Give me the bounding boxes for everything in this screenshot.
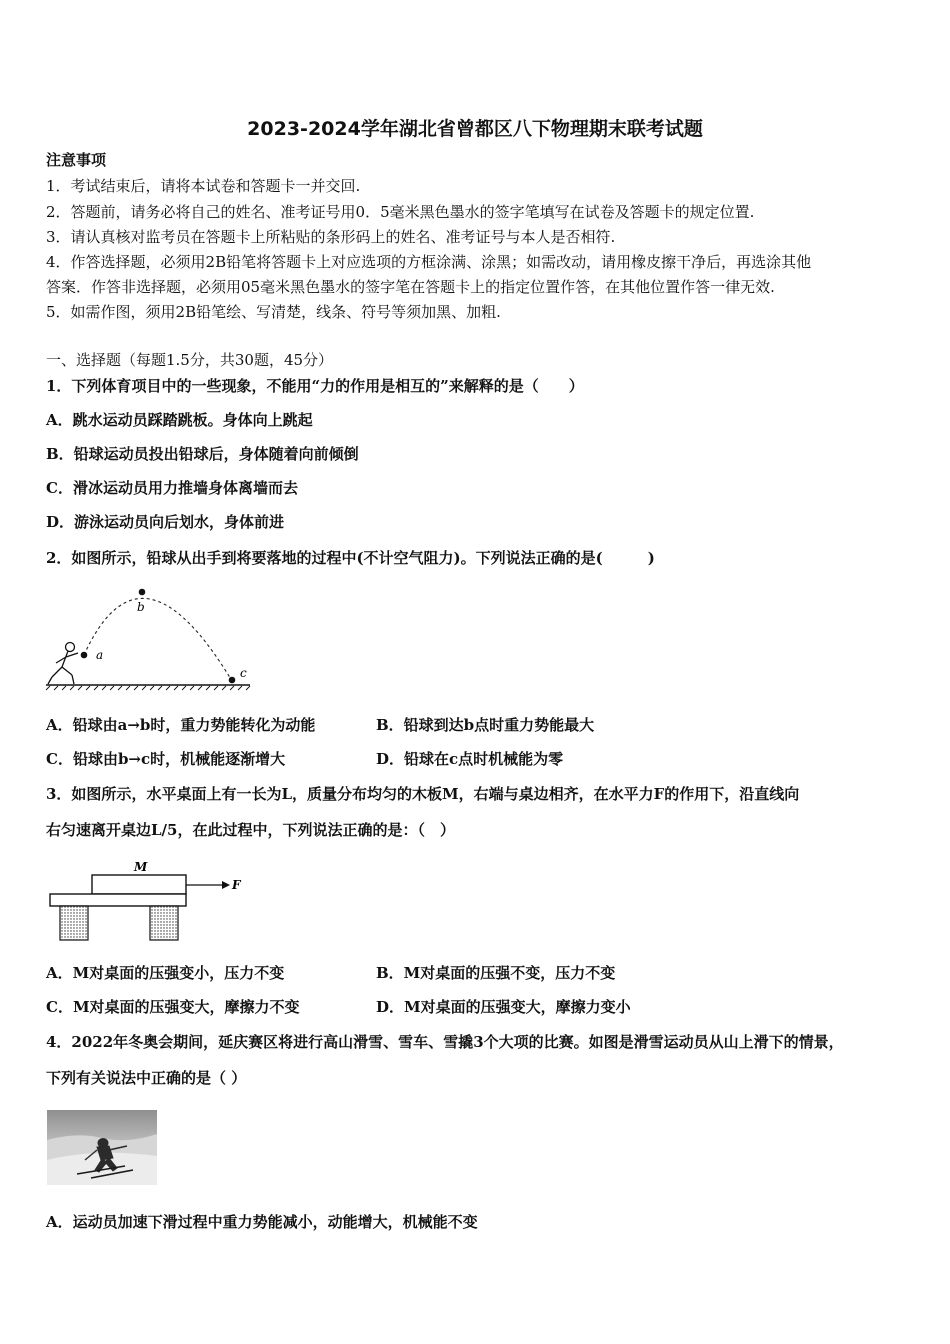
table-leg-right — [150, 906, 178, 940]
notice-item: 2．答题前，请务必将自己的姓名、准考证号用0．5毫米黑色墨水的签字笔填写在试卷及答题卡的规定位置. — [46, 203, 755, 221]
ball-a — [81, 652, 88, 659]
q2-option-b: B．铅球到达b点时重力势能最大 — [376, 716, 595, 734]
table-leg-left — [60, 906, 88, 940]
q1-stem: 1．下列体育项目中的一些现象，不能用“力的作用是相互的”来解释的是（ ） — [46, 377, 584, 395]
board-m — [92, 875, 186, 894]
table-top — [50, 894, 186, 906]
q2-stem: 2．如图所示，铅球从出手到将要落地的过程中(不计空气阻力)。下列说法正确的是( ) — [46, 549, 655, 567]
notice-item: 1．考试结束后，请将本试卷和答题卡一并交回. — [46, 177, 361, 195]
label-a: a — [96, 648, 104, 662]
skier-photo — [47, 1110, 157, 1185]
shotput-trajectory-figure — [44, 585, 254, 690]
ball-c — [229, 677, 236, 684]
q1-option-b: B．铅球运动员投出铅球后，身体随着向前倾倒 — [46, 445, 359, 463]
q1-option-d: D．游泳运动员向后划水，身体前进 — [46, 513, 285, 531]
q3-option-d: D．M对桌面的压强变大，摩擦力变小 — [376, 998, 631, 1016]
trajectory-path — [84, 598, 232, 681]
q3-stem-line1: 3．如图所示，水平桌面上有一长为L，质量分布均匀的木板M，右端与桌边相齐，在水平力F的作用下，沿直线向 — [46, 785, 800, 803]
q1-option-a: A．跳水运动员踩踏跳板。身体向上跳起 — [46, 411, 313, 429]
table-board-figure — [46, 858, 246, 944]
q4-option-a: A．运动员加速下滑过程中重力势能减小，动能增大，机械能不变 — [46, 1213, 478, 1231]
section-heading: 一、选择题（每题1.5分，共30题，45分） — [46, 351, 334, 369]
label-f: F — [232, 878, 241, 892]
label-c: c — [240, 666, 247, 680]
q2-option-d: D．铅球在c点时机械能为零 — [376, 750, 564, 768]
thrower-figure — [48, 643, 78, 685]
notice-heading: 注意事项 — [46, 151, 107, 169]
q3-stem-line2: 右匀速离开桌边L/5，在此过程中，下列说法正确的是：（ ） — [46, 821, 455, 839]
q2-option-c: C．铅球由b→c时，机械能逐渐增大 — [46, 750, 286, 768]
q4-stem-line1: 4．2022年冬奥会期间，延庆赛区将进行高山滑雪、雪车、雪撬3个大项的比赛。如图是滑雪运动员从山上滑下的情景， — [46, 1033, 844, 1051]
q3-option-c: C．M对桌面的压强变大，摩擦力不变 — [46, 998, 300, 1016]
label-m: M — [134, 860, 148, 874]
notice-item: 5．如需作图，须用2B铅笔绘、写清楚，线条、符号等须加黑、加粗. — [46, 303, 501, 321]
q1-option-c: C．滑冰运动员用力推墙身体离墙而去 — [46, 479, 298, 497]
notice-item: 4．作答选择题，必须用2B铅笔将答题卡上对应选项的方框涂满、涂黑；如需改动，请用橡皮擦干净后，再选涂其他 — [46, 253, 812, 271]
ball-b — [139, 589, 146, 596]
q4-stem-line2: 下列有关说法中正确的是（ ） — [46, 1069, 247, 1087]
notice-item: 答案．作答非选择题，必须用05毫米黑色墨水的签字笔在答题卡上的指定位置作答，在其他位置作答一律无效. — [46, 278, 775, 296]
page-title: 2023-2024学年湖北省曾都区八下物理期末联考试题 — [247, 118, 703, 140]
q3-option-a: A．M对桌面的压强变小，压力不变 — [46, 964, 285, 982]
q2-option-a: A．铅球由a→b时，重力势能转化为动能 — [46, 716, 316, 734]
label-b: b — [137, 600, 145, 614]
q3-option-b: B．M对桌面的压强不变，压力不变 — [376, 964, 616, 982]
notice-item: 3．请认真核对监考员在答题卡上所粘贴的条形码上的姓名、准考证号与本人是否相符. — [46, 228, 616, 246]
